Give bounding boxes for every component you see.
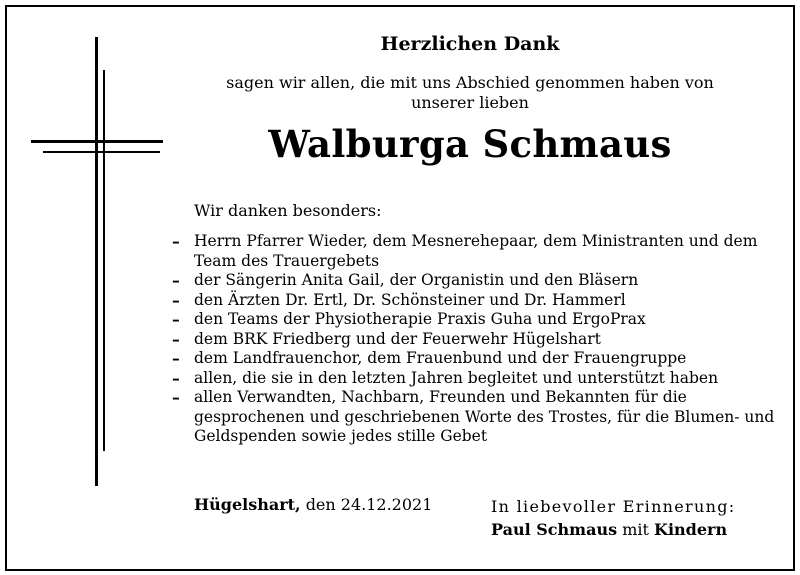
list-item-text: den Ärzten Dr. Ertl, Dr. Schönsteiner und Dr. Hammerl [194, 290, 626, 309]
list-item-text: allen, die sie in den letzten Jahren begleitet und unterstützt haben [194, 368, 719, 387]
memory-line: In liebevoller Erinnerung: [491, 497, 736, 516]
signature-line [491, 520, 727, 539]
dash-bullet: – [172, 388, 180, 407]
thanks-intro: Wir danken besonders: [194, 201, 382, 220]
list-item-text: der Sängerin Anita Gail, der Organistin und den Bläsern [194, 271, 639, 289]
cross-icon-bar-inner [43, 151, 160, 153]
cross-icon-inner-line [103, 70, 105, 451]
dash-bullet: – [172, 271, 180, 290]
dash-bullet: – [172, 290, 180, 310]
dash-bullet: – [172, 310, 180, 329]
dash-bullet: – [172, 349, 180, 368]
notice-intro: sagen wir allen, die mit uns Abschied genommen haben von unserer lieben [226, 73, 714, 112]
list-item [172, 388, 777, 447]
list-item [172, 369, 777, 389]
list-item [172, 291, 777, 311]
list-item-text: dem Landfrauenchor, dem Frauenbund und der Frauengruppe [194, 349, 687, 367]
thanks-list [172, 232, 777, 447]
list-item [172, 330, 777, 350]
cross-icon-bar [31, 140, 163, 143]
place-name: Hügelshart, [194, 495, 301, 514]
deceased-name: Walburga Schmaus [268, 122, 672, 166]
list-item-text: allen Verwandten, Nachbarn, Freunden und Bekannten für die gesprochenen und geschriebenen Worte des Trostes, für die Blumen- und Geldspenden sowie jedes stille Gebet [194, 388, 775, 445]
dash-bullet: – [172, 368, 180, 388]
list-item [172, 310, 777, 330]
notice-heading: Herzlichen Dank [380, 33, 560, 55]
cross-icon [95, 37, 98, 486]
list-item [172, 349, 777, 369]
date-text: den 24.12.2021 [305, 495, 433, 514]
list-item-text: den Teams der Physiotherapie Praxis Guha und ErgoPrax [194, 310, 646, 328]
list-item-text: dem BRK Friedberg und der Feuerwehr Hügelshart [194, 329, 601, 348]
list-item [172, 271, 777, 291]
dash-bullet: – [172, 232, 180, 251]
list-item-text: Herrn Pfarrer Wieder, dem Mesnerehepaar, dem Ministranten und dem Team des Trauergebets [194, 232, 758, 270]
dash-bullet: – [172, 329, 180, 349]
list-item [172, 232, 777, 271]
signer-connector: mit [622, 520, 649, 539]
signer-family: Kindern [654, 520, 728, 539]
signer-name: Paul Schmaus [491, 520, 618, 539]
place-date [194, 495, 432, 514]
